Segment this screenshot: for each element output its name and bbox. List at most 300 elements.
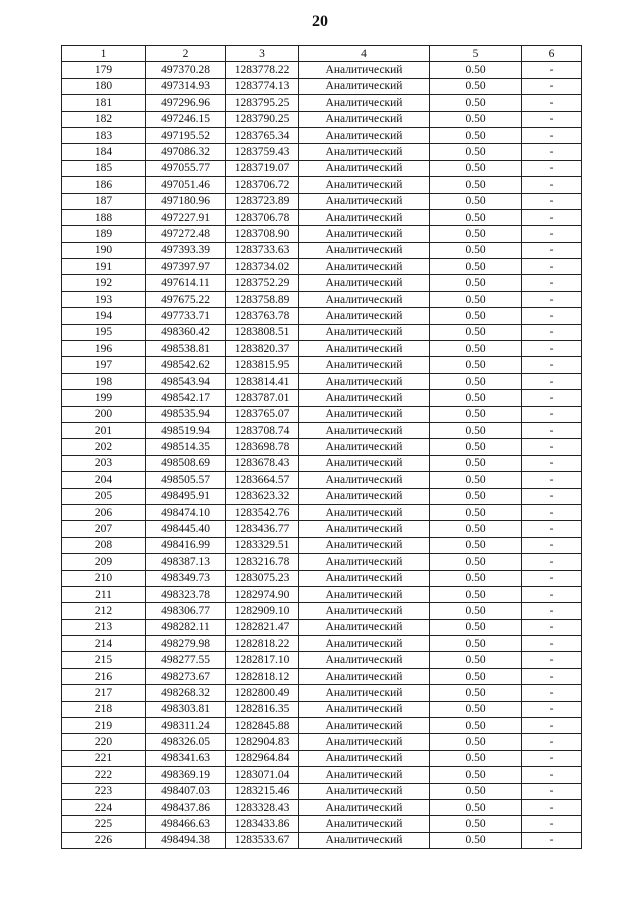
note-cell: -	[522, 324, 582, 340]
note-cell: -	[522, 242, 582, 258]
column-header-5: 5	[430, 46, 522, 62]
x-coordinate-cell: 498282.11	[146, 619, 226, 635]
accuracy-cell: 0.50	[430, 341, 522, 357]
note-cell: -	[522, 685, 582, 701]
note-cell: -	[522, 472, 582, 488]
method-cell: Аналитический	[299, 78, 430, 94]
accuracy-cell: 0.50	[430, 799, 522, 815]
x-coordinate-cell: 498349.73	[146, 570, 226, 586]
x-coordinate-cell: 498519.94	[146, 422, 226, 438]
point-number-cell: 180	[62, 78, 146, 94]
y-coordinate-cell: 1283623.32	[226, 488, 299, 504]
y-coordinate-cell: 1282909.10	[226, 603, 299, 619]
accuracy-cell: 0.50	[430, 357, 522, 373]
table-row	[62, 78, 582, 94]
table-row	[62, 209, 582, 225]
accuracy-cell: 0.50	[430, 734, 522, 750]
table-row	[62, 275, 582, 291]
coordinates-table	[61, 45, 582, 849]
table-row	[62, 783, 582, 799]
point-number-cell: 184	[62, 144, 146, 160]
x-coordinate-cell: 498369.19	[146, 767, 226, 783]
note-cell: -	[522, 619, 582, 635]
point-number-cell: 201	[62, 422, 146, 438]
y-coordinate-cell: 1283698.78	[226, 439, 299, 455]
note-cell: -	[522, 341, 582, 357]
method-cell: Аналитический	[299, 750, 430, 766]
point-number-cell: 199	[62, 390, 146, 406]
x-coordinate-cell: 497675.22	[146, 291, 226, 307]
point-number-cell: 226	[62, 832, 146, 848]
point-number-cell: 207	[62, 521, 146, 537]
y-coordinate-cell: 1283765.34	[226, 127, 299, 143]
accuracy-cell: 0.50	[430, 816, 522, 832]
x-coordinate-cell: 498445.40	[146, 521, 226, 537]
x-coordinate-cell: 498535.94	[146, 406, 226, 422]
column-header-3: 3	[226, 46, 299, 62]
x-coordinate-cell: 498268.32	[146, 685, 226, 701]
y-coordinate-cell: 1282904.83	[226, 734, 299, 750]
note-cell: -	[522, 259, 582, 275]
table-row	[62, 373, 582, 389]
note-cell: -	[522, 193, 582, 209]
table-row	[62, 652, 582, 668]
accuracy-cell: 0.50	[430, 62, 522, 78]
note-cell: -	[522, 111, 582, 127]
y-coordinate-cell: 1283328.43	[226, 799, 299, 815]
note-cell: -	[522, 226, 582, 242]
accuracy-cell: 0.50	[430, 242, 522, 258]
point-number-cell: 187	[62, 193, 146, 209]
table-row	[62, 554, 582, 570]
method-cell: Аналитический	[299, 701, 430, 717]
point-number-cell: 206	[62, 504, 146, 520]
table-row	[62, 357, 582, 373]
note-cell: -	[522, 455, 582, 471]
y-coordinate-cell: 1283708.90	[226, 226, 299, 242]
note-cell: -	[522, 144, 582, 160]
point-number-cell: 208	[62, 537, 146, 553]
y-coordinate-cell: 1283787.01	[226, 390, 299, 406]
point-number-cell: 224	[62, 799, 146, 815]
x-coordinate-cell: 497086.32	[146, 144, 226, 160]
table-row	[62, 193, 582, 209]
table-row	[62, 242, 582, 258]
accuracy-cell: 0.50	[430, 685, 522, 701]
table-row	[62, 488, 582, 504]
point-number-cell: 220	[62, 734, 146, 750]
point-number-cell: 189	[62, 226, 146, 242]
table-row	[62, 455, 582, 471]
method-cell: Аналитический	[299, 193, 430, 209]
method-cell: Аналитический	[299, 127, 430, 143]
column-header-6: 6	[522, 46, 582, 62]
note-cell: -	[522, 701, 582, 717]
method-cell: Аналитический	[299, 619, 430, 635]
point-number-cell: 182	[62, 111, 146, 127]
point-number-cell: 202	[62, 439, 146, 455]
table-row	[62, 799, 582, 815]
method-cell: Аналитический	[299, 554, 430, 570]
accuracy-cell: 0.50	[430, 422, 522, 438]
x-coordinate-cell: 498323.78	[146, 586, 226, 602]
point-number-cell: 198	[62, 373, 146, 389]
point-number-cell: 185	[62, 160, 146, 176]
y-coordinate-cell: 1283795.25	[226, 95, 299, 111]
table-row	[62, 734, 582, 750]
x-coordinate-cell: 498494.38	[146, 832, 226, 848]
note-cell: -	[522, 537, 582, 553]
accuracy-cell: 0.50	[430, 750, 522, 766]
y-coordinate-cell: 1283734.02	[226, 259, 299, 275]
point-number-cell: 217	[62, 685, 146, 701]
accuracy-cell: 0.50	[430, 504, 522, 520]
y-coordinate-cell: 1283774.13	[226, 78, 299, 94]
accuracy-cell: 0.50	[430, 390, 522, 406]
y-coordinate-cell: 1283533.67	[226, 832, 299, 848]
accuracy-cell: 0.50	[430, 554, 522, 570]
x-coordinate-cell: 498538.81	[146, 341, 226, 357]
method-cell: Аналитический	[299, 373, 430, 389]
y-coordinate-cell: 1283814.41	[226, 373, 299, 389]
note-cell: -	[522, 767, 582, 783]
y-coordinate-cell: 1282818.12	[226, 668, 299, 684]
y-coordinate-cell: 1283752.29	[226, 275, 299, 291]
accuracy-cell: 0.50	[430, 783, 522, 799]
accuracy-cell: 0.50	[430, 767, 522, 783]
point-number-cell: 212	[62, 603, 146, 619]
x-coordinate-cell: 498466.63	[146, 816, 226, 832]
accuracy-cell: 0.50	[430, 160, 522, 176]
table-row	[62, 521, 582, 537]
point-number-cell: 203	[62, 455, 146, 471]
accuracy-cell: 0.50	[430, 144, 522, 160]
y-coordinate-cell: 1283706.72	[226, 177, 299, 193]
method-cell: Аналитический	[299, 455, 430, 471]
method-cell: Аналитический	[299, 160, 430, 176]
method-cell: Аналитический	[299, 504, 430, 520]
method-cell: Аналитический	[299, 472, 430, 488]
point-number-cell: 213	[62, 619, 146, 635]
y-coordinate-cell: 1282818.22	[226, 636, 299, 652]
accuracy-cell: 0.50	[430, 701, 522, 717]
column-header-2: 2	[146, 46, 226, 62]
note-cell: -	[522, 718, 582, 734]
table-row	[62, 324, 582, 340]
y-coordinate-cell: 1282964.84	[226, 750, 299, 766]
note-cell: -	[522, 78, 582, 94]
x-coordinate-cell: 497272.48	[146, 226, 226, 242]
x-coordinate-cell: 498474.10	[146, 504, 226, 520]
method-cell: Аналитический	[299, 291, 430, 307]
table-row	[62, 439, 582, 455]
method-cell: Аналитический	[299, 242, 430, 258]
y-coordinate-cell: 1283075.23	[226, 570, 299, 586]
method-cell: Аналитический	[299, 734, 430, 750]
method-cell: Аналитический	[299, 636, 430, 652]
x-coordinate-cell: 498277.55	[146, 652, 226, 668]
x-coordinate-cell: 497296.96	[146, 95, 226, 111]
table-row	[62, 832, 582, 848]
method-cell: Аналитический	[299, 177, 430, 193]
point-number-cell: 188	[62, 209, 146, 225]
x-coordinate-cell: 497246.15	[146, 111, 226, 127]
y-coordinate-cell: 1283678.43	[226, 455, 299, 471]
y-coordinate-cell: 1283778.22	[226, 62, 299, 78]
method-cell: Аналитический	[299, 668, 430, 684]
point-number-cell: 210	[62, 570, 146, 586]
table-row	[62, 291, 582, 307]
table-row	[62, 718, 582, 734]
point-number-cell: 221	[62, 750, 146, 766]
method-cell: Аналитический	[299, 422, 430, 438]
note-cell: -	[522, 209, 582, 225]
accuracy-cell: 0.50	[430, 636, 522, 652]
note-cell: -	[522, 95, 582, 111]
point-number-cell: 211	[62, 586, 146, 602]
accuracy-cell: 0.50	[430, 832, 522, 848]
x-coordinate-cell: 498542.62	[146, 357, 226, 373]
x-coordinate-cell: 497195.52	[146, 127, 226, 143]
note-cell: -	[522, 160, 582, 176]
note-cell: -	[522, 652, 582, 668]
accuracy-cell: 0.50	[430, 455, 522, 471]
x-coordinate-cell: 498326.05	[146, 734, 226, 750]
accuracy-cell: 0.50	[430, 193, 522, 209]
point-number-cell: 196	[62, 341, 146, 357]
point-number-cell: 223	[62, 783, 146, 799]
note-cell: -	[522, 422, 582, 438]
point-number-cell: 200	[62, 406, 146, 422]
x-coordinate-cell: 498273.67	[146, 668, 226, 684]
y-coordinate-cell: 1283719.07	[226, 160, 299, 176]
note-cell: -	[522, 488, 582, 504]
accuracy-cell: 0.50	[430, 406, 522, 422]
accuracy-cell: 0.50	[430, 226, 522, 242]
point-number-cell: 195	[62, 324, 146, 340]
y-coordinate-cell: 1283216.78	[226, 554, 299, 570]
x-coordinate-cell: 498495.91	[146, 488, 226, 504]
method-cell: Аналитический	[299, 783, 430, 799]
note-cell: -	[522, 390, 582, 406]
method-cell: Аналитический	[299, 308, 430, 324]
accuracy-cell: 0.50	[430, 668, 522, 684]
y-coordinate-cell: 1283820.37	[226, 341, 299, 357]
method-cell: Аналитический	[299, 439, 430, 455]
table-row	[62, 603, 582, 619]
method-cell: Аналитический	[299, 586, 430, 602]
table-row	[62, 816, 582, 832]
method-cell: Аналитический	[299, 685, 430, 701]
y-coordinate-cell: 1283433.86	[226, 816, 299, 832]
x-coordinate-cell: 498303.81	[146, 701, 226, 717]
point-number-cell: 193	[62, 291, 146, 307]
note-cell: -	[522, 586, 582, 602]
method-cell: Аналитический	[299, 390, 430, 406]
x-coordinate-cell: 498311.24	[146, 718, 226, 734]
point-number-cell: 183	[62, 127, 146, 143]
x-coordinate-cell: 498543.94	[146, 373, 226, 389]
note-cell: -	[522, 668, 582, 684]
note-cell: -	[522, 127, 582, 143]
method-cell: Аналитический	[299, 95, 430, 111]
y-coordinate-cell: 1283664.57	[226, 472, 299, 488]
x-coordinate-cell: 498505.57	[146, 472, 226, 488]
note-cell: -	[522, 832, 582, 848]
y-coordinate-cell: 1282817.10	[226, 652, 299, 668]
table-row	[62, 259, 582, 275]
method-cell: Аналитический	[299, 718, 430, 734]
accuracy-cell: 0.50	[430, 308, 522, 324]
x-coordinate-cell: 498508.69	[146, 455, 226, 471]
method-cell: Аналитический	[299, 144, 430, 160]
note-cell: -	[522, 275, 582, 291]
table-row	[62, 570, 582, 586]
x-coordinate-cell: 498279.98	[146, 636, 226, 652]
table-row	[62, 308, 582, 324]
accuracy-cell: 0.50	[430, 373, 522, 389]
method-cell: Аналитический	[299, 62, 430, 78]
point-number-cell: 181	[62, 95, 146, 111]
table-row	[62, 668, 582, 684]
point-number-cell: 197	[62, 357, 146, 373]
x-coordinate-cell: 497227.91	[146, 209, 226, 225]
y-coordinate-cell: 1283542.76	[226, 504, 299, 520]
method-cell: Аналитический	[299, 275, 430, 291]
point-number-cell: 209	[62, 554, 146, 570]
method-cell: Аналитический	[299, 209, 430, 225]
table-row	[62, 422, 582, 438]
y-coordinate-cell: 1283706.78	[226, 209, 299, 225]
y-coordinate-cell: 1282845.88	[226, 718, 299, 734]
accuracy-cell: 0.50	[430, 439, 522, 455]
point-number-cell: 192	[62, 275, 146, 291]
page-number: 20	[312, 13, 328, 30]
note-cell: -	[522, 521, 582, 537]
method-cell: Аналитический	[299, 259, 430, 275]
accuracy-cell: 0.50	[430, 586, 522, 602]
accuracy-cell: 0.50	[430, 209, 522, 225]
table-row	[62, 537, 582, 553]
point-number-cell: 225	[62, 816, 146, 832]
table-header	[62, 46, 582, 62]
y-coordinate-cell: 1283723.89	[226, 193, 299, 209]
column-header-4: 4	[299, 46, 430, 62]
table-row	[62, 144, 582, 160]
table-row	[62, 390, 582, 406]
note-cell: -	[522, 439, 582, 455]
y-coordinate-cell: 1283759.43	[226, 144, 299, 160]
y-coordinate-cell: 1283215.46	[226, 783, 299, 799]
note-cell: -	[522, 636, 582, 652]
table-row	[62, 160, 582, 176]
note-cell: -	[522, 603, 582, 619]
x-coordinate-cell: 498514.35	[146, 439, 226, 455]
x-coordinate-cell: 498306.77	[146, 603, 226, 619]
point-number-cell: 191	[62, 259, 146, 275]
note-cell: -	[522, 734, 582, 750]
method-cell: Аналитический	[299, 521, 430, 537]
point-number-cell: 190	[62, 242, 146, 258]
y-coordinate-cell: 1282800.49	[226, 685, 299, 701]
accuracy-cell: 0.50	[430, 95, 522, 111]
method-cell: Аналитический	[299, 341, 430, 357]
table-row	[62, 406, 582, 422]
note-cell: -	[522, 799, 582, 815]
header-row	[62, 46, 582, 62]
x-coordinate-cell: 498360.42	[146, 324, 226, 340]
y-coordinate-cell: 1282821.47	[226, 619, 299, 635]
note-cell: -	[522, 291, 582, 307]
column-header-1: 1	[62, 46, 146, 62]
method-cell: Аналитический	[299, 832, 430, 848]
note-cell: -	[522, 816, 582, 832]
point-number-cell: 222	[62, 767, 146, 783]
table-row	[62, 177, 582, 193]
table-row	[62, 504, 582, 520]
note-cell: -	[522, 62, 582, 78]
accuracy-cell: 0.50	[430, 652, 522, 668]
accuracy-cell: 0.50	[430, 275, 522, 291]
table-row	[62, 127, 582, 143]
method-cell: Аналитический	[299, 406, 430, 422]
method-cell: Аналитический	[299, 537, 430, 553]
point-number-cell: 216	[62, 668, 146, 684]
y-coordinate-cell: 1283758.89	[226, 291, 299, 307]
table-row	[62, 685, 582, 701]
note-cell: -	[522, 177, 582, 193]
x-coordinate-cell: 498407.03	[146, 783, 226, 799]
point-number-cell: 205	[62, 488, 146, 504]
point-number-cell: 204	[62, 472, 146, 488]
y-coordinate-cell: 1283763.78	[226, 308, 299, 324]
table-row	[62, 750, 582, 766]
point-number-cell: 179	[62, 62, 146, 78]
x-coordinate-cell: 497314.93	[146, 78, 226, 94]
x-coordinate-cell: 497180.96	[146, 193, 226, 209]
note-cell: -	[522, 750, 582, 766]
note-cell: -	[522, 357, 582, 373]
x-coordinate-cell: 498341.63	[146, 750, 226, 766]
accuracy-cell: 0.50	[430, 488, 522, 504]
accuracy-cell: 0.50	[430, 78, 522, 94]
accuracy-cell: 0.50	[430, 603, 522, 619]
y-coordinate-cell: 1283790.25	[226, 111, 299, 127]
point-number-cell: 218	[62, 701, 146, 717]
point-number-cell: 214	[62, 636, 146, 652]
method-cell: Аналитический	[299, 570, 430, 586]
method-cell: Аналитический	[299, 357, 430, 373]
note-cell: -	[522, 406, 582, 422]
point-number-cell: 219	[62, 718, 146, 734]
method-cell: Аналитический	[299, 226, 430, 242]
note-cell: -	[522, 570, 582, 586]
x-coordinate-cell: 497055.77	[146, 160, 226, 176]
y-coordinate-cell: 1283436.77	[226, 521, 299, 537]
method-cell: Аналитический	[299, 816, 430, 832]
accuracy-cell: 0.50	[430, 111, 522, 127]
note-cell: -	[522, 783, 582, 799]
y-coordinate-cell: 1283071.04	[226, 767, 299, 783]
x-coordinate-cell: 498387.13	[146, 554, 226, 570]
table-row	[62, 62, 582, 78]
table-row	[62, 767, 582, 783]
y-coordinate-cell: 1282816.35	[226, 701, 299, 717]
y-coordinate-cell: 1282974.90	[226, 586, 299, 602]
table-body	[62, 62, 582, 849]
accuracy-cell: 0.50	[430, 570, 522, 586]
accuracy-cell: 0.50	[430, 324, 522, 340]
